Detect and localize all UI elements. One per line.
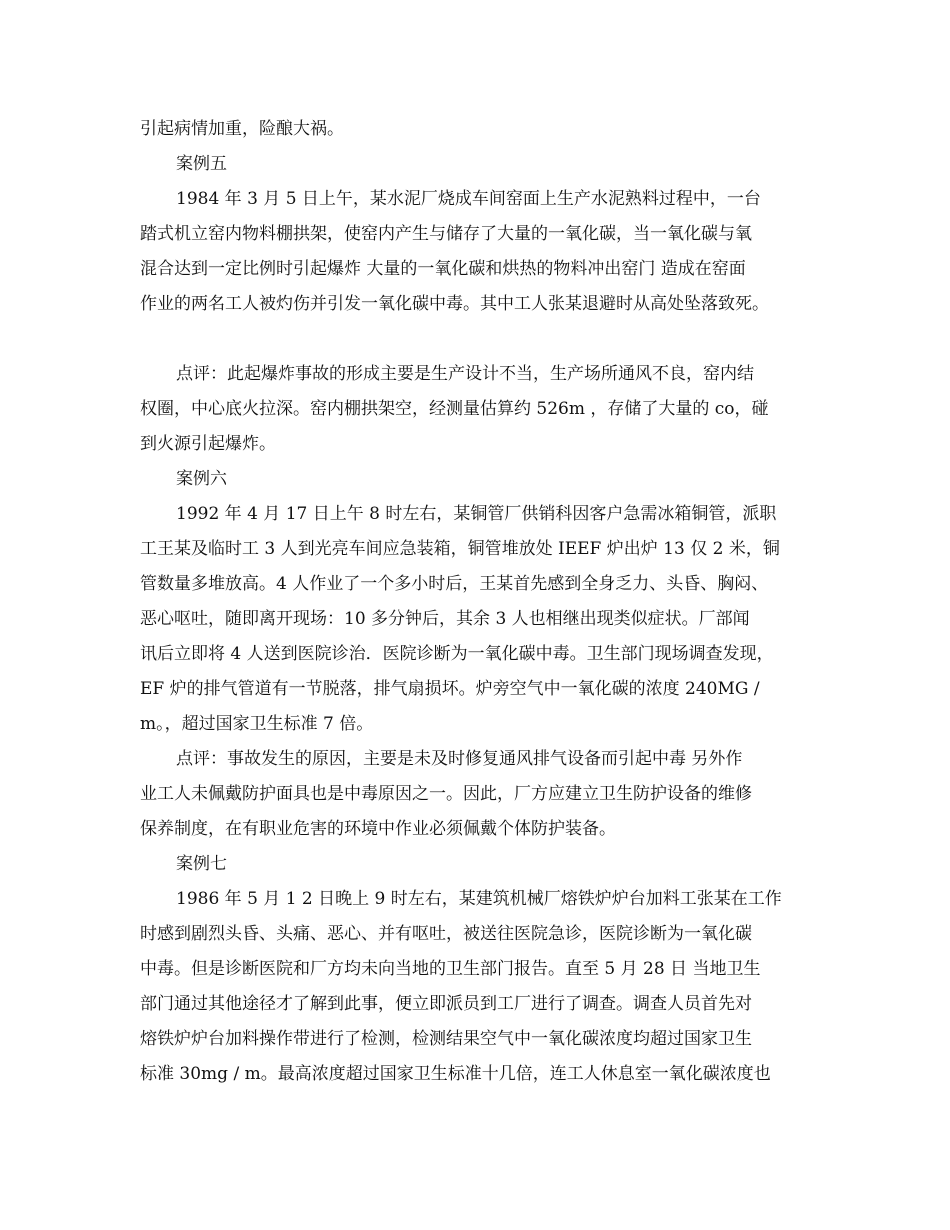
document-body bbox=[140, 112, 812, 1092]
text-line: 时感到剧烈头昏、头痛、恶心、并有呕吐，被送往医院急诊，医院诊断为一氧化碳 bbox=[140, 924, 752, 944]
text-line: 中毒。但是诊断医院和厂方均未向当地的卫生部门报告。直至 5 月 28 日 当地卫生 bbox=[140, 959, 761, 979]
text-line: 混合达到一定比例时引起爆炸 大量的一氧化碳和烘热的物料冲出窑门 造成在窑面 bbox=[140, 259, 746, 279]
text-line: 保养制度，在有职业危害的环境中作业必须佩戴个体防护装备。 bbox=[140, 819, 616, 839]
text-line: 1984 年 3 月 5 日上午，某水泥厂烧成车间窑面上生产水泥熟料过程中，一台 bbox=[176, 189, 761, 209]
text-line: 1986 年 5 月 1 2 日晚上 9 时左右，某建筑机械厂熔铁炉炉台加料工张某在工作 bbox=[176, 889, 782, 909]
text-line: 熔铁炉炉台加料操作带进行了检测，检测结果空气中一氧化碳浓度均超过国家卫生 bbox=[140, 1029, 752, 1049]
text-line: 工王某及临时工 3 人到光亮车间应急装箱，铜管堆放处 IEEF 炉出炉 13 仅 2 米，铜 bbox=[140, 539, 780, 559]
text-line: 权圈，中心底火拉深。窑内棚拱架空，经测量估算约 526m ，存储了大量的 co，碰 bbox=[140, 399, 769, 419]
text-line: 业工人未佩戴防护面具也是中毒原因之一。因此，厂方应建立卫生防护设备的维修 bbox=[140, 784, 752, 804]
paragraph-gap bbox=[140, 322, 812, 357]
text-line: 恶心呕吐，随即离开现场：10 多分钟后，其余 3 人也相继出现类似症状。厂部闻 bbox=[140, 609, 750, 629]
text-line: EF 炉的排气管道有一节脱落，排气扇损坏。炉旁空气中一氧化碳的浓度 240MG / bbox=[140, 679, 760, 699]
text-line: 引起病情加重，险酿大祸。 bbox=[140, 119, 344, 139]
case-heading: 案例七 bbox=[176, 854, 227, 874]
text-line: 部门通过其他途径才了解到此事，便立即派员到工厂进行了调查。调查人员首先对 bbox=[140, 994, 752, 1014]
case-heading: 案例六 bbox=[176, 469, 227, 489]
text-line: 1992 年 4 月 17 日上午 8 时左右，某铜管厂供销科因客户急需冰箱铜管，派职 bbox=[176, 504, 777, 524]
text-line: 讯后立即将 4 人送到医院诊治．医院诊断为一氧化碳中毒。卫生部门现场调查发现， bbox=[140, 644, 774, 664]
comment-line: 点评：事故发生的原因，主要是未及时修复通风排气设备而引起中毒 另外作 bbox=[176, 749, 743, 769]
text-line: 作业的两名工人被灼伤并引发一氧化碳中毒。其中工人张某退避时从高处坠落致死。 bbox=[140, 294, 769, 314]
case-heading: 案例五 bbox=[176, 154, 227, 174]
text-line: 管数量多堆放高。4 人作业了一个多小时后，王某首先感到全身乏力、头昏、胸闷、 bbox=[140, 574, 769, 594]
text-line: 踏式机立窑内物料棚拱架，使窑内产生与储存了大量的一氧化碳，当一氧化碳与氧 bbox=[140, 224, 752, 244]
text-line: 到火源引起爆炸。 bbox=[140, 434, 276, 454]
text-line: m。，超过国家卫生标准 7 倍。 bbox=[140, 714, 374, 734]
text-line: 标准 30mg / m。最高浓度超过国家卫生标准十几倍，连工人休息室一氧化碳浓度也 bbox=[140, 1064, 771, 1084]
comment-line: 点评：此起爆炸事故的形成主要是生产设计不当，生产场所通风不良，窑内结 bbox=[176, 364, 754, 384]
